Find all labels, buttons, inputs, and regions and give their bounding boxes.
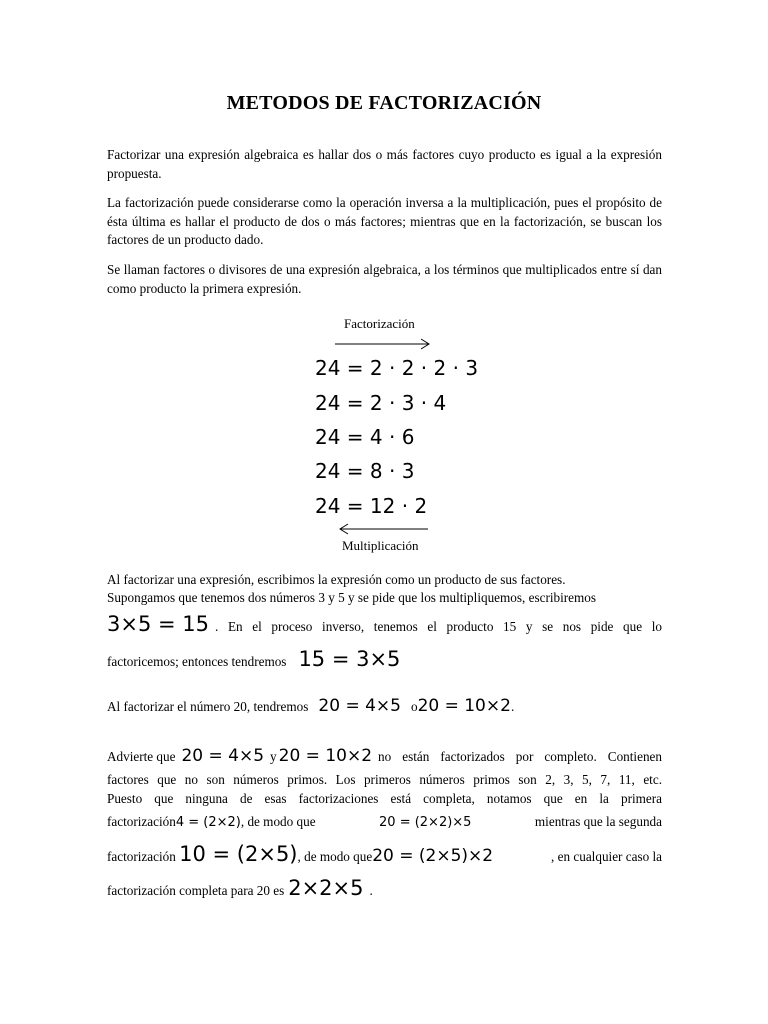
- text-line: [107, 772, 662, 788]
- text-line: [107, 572, 662, 588]
- math-expression: 2×2×5: [288, 876, 364, 900]
- text-segment: .: [369, 883, 373, 898]
- text-segment: , en cualquier caso la: [551, 849, 662, 864]
- text-line: [107, 876, 662, 900]
- text-segment: . En el proceso inverso, tenemos el producto 15 y se nos pide que lo: [215, 619, 662, 634]
- text-line: [107, 746, 662, 766]
- equation-4: 24 = 8 · 3: [315, 459, 415, 483]
- text-line: [107, 814, 662, 830]
- text-segment: factorización: [107, 849, 176, 864]
- math-expression: 20 = (2×5)×2: [372, 846, 494, 866]
- left-arrow-icon: [338, 523, 428, 535]
- math-expression: 20 = 4×5: [318, 696, 401, 716]
- paragraph-inverse-operation: La factorización puede considerarse como la operación inversa a la multiplicación, pues el propósito de ésta última es hallar el producto de dos o más factores; mientras que en la factorización, se buscan los factores de un producto dado.: [107, 195, 662, 247]
- math-expression: 3×5 = 15: [107, 612, 209, 636]
- text-segment: Advierte que: [107, 749, 176, 764]
- text-line: [107, 612, 662, 636]
- text-segment: no están factorizados por completo. Contienen: [378, 749, 662, 764]
- text-line: [107, 590, 662, 606]
- math-expression: 20 = 10×2: [278, 746, 373, 766]
- multiplication-label: Multiplicación: [342, 538, 419, 553]
- text-segment: o: [410, 699, 418, 714]
- math-expression: 4 = (2×2): [175, 815, 241, 830]
- text-segment: y: [270, 749, 277, 764]
- paragraph-definition: Factorizar una expresión algebraica es hallar dos o más factores cuyo producto es igual a la expresión propuesta.: [107, 147, 662, 181]
- math-expression: 20 = 10×2: [417, 696, 511, 716]
- text-segment: factoricemos; entonces tendremos: [107, 654, 287, 669]
- equation-1: 24 = 2 · 2 · 2 · 3: [315, 356, 479, 380]
- math-expression: 20 = 4×5: [181, 746, 265, 766]
- text-segment: Puesto que ninguna de esas factorizaciones está completa, notamos que en la primera: [107, 791, 662, 806]
- text-segment: Al factorizar el número 20, tendremos: [107, 699, 309, 714]
- factorization-label: Factorización: [344, 316, 415, 331]
- text-line: [107, 791, 662, 807]
- text-segment: Supongamos que tenemos dos números 3 y 5 y se pide que los multipliquemos, escribiremos: [107, 590, 596, 605]
- text-segment: factorización completa para 20 es: [107, 883, 285, 898]
- text-segment: , de modo que: [297, 849, 373, 864]
- text-line: [107, 696, 662, 716]
- math-expression: 20 = (2×2)×5: [379, 815, 472, 830]
- page-title: METODOS DE FACTORIZACIÓN: [226, 92, 542, 114]
- paragraph-factors: Se llaman factores o divisores de una expresión algebraica, a los términos que multiplicados entre sí dan como producto la primera expresión.: [107, 262, 662, 296]
- math-expression: 15 = 3×5: [298, 647, 401, 671]
- equation-3: 24 = 4 · 6: [315, 425, 415, 449]
- text-segment: , de modo que: [240, 814, 316, 829]
- text-segment: factorización: [107, 814, 176, 829]
- equation-5: 24 = 12 · 2: [315, 494, 428, 518]
- text-segment: Al factorizar una expresión, escribimos la expresión como un producto de sus factores.: [107, 572, 566, 587]
- math-expression: 10 = (2×5): [179, 842, 298, 866]
- right-arrow-icon: [335, 338, 433, 350]
- equation-2: 24 = 2 · 3 · 4: [315, 391, 447, 415]
- text-segment: factores que no son números primos. Los primeros números primos son 2, 3, 5, 7, 11, etc.: [107, 772, 662, 787]
- text-line: [107, 842, 662, 866]
- text-line: [107, 647, 662, 671]
- text-segment: mientras que la segunda: [534, 814, 662, 829]
- text-segment: .: [510, 699, 515, 714]
